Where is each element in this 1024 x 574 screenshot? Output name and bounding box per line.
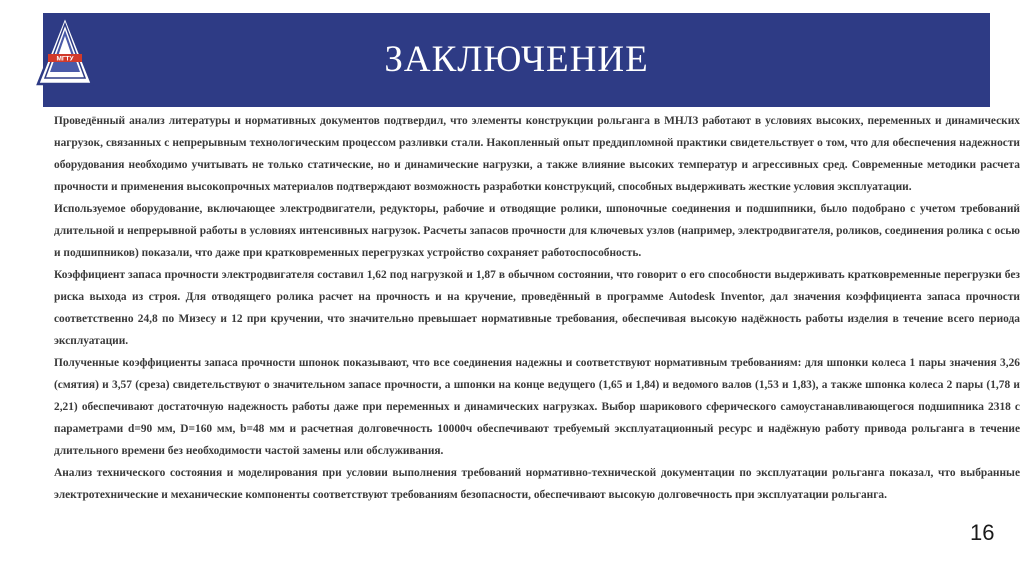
- paragraph: Используемое оборудование, включающее электродвигатели, редукторы, рабочие и отводящие ролики, шпоночные соединения и подшипники, было подобрано с учетом требований длительной и непрерывной работы в условиях интенсивных нагрузок. Расчеты запасов прочности для ключевых узлов (например, электродвигателя, роликов, соединения ролика с осью и подшипников) показали, что даже при кратковременных перегрузках устройство сохраняет работоспособность.: [54, 203, 1020, 259]
- paragraph: Проведённый анализ литературы и нормативных документов подтвердил, что элементы конструкции рольганга в МНЛЗ работают в условиях высоких, переменных и динамических нагрузок, связанных с непрерывным технологическим процессом разливки стали. Накопленный опыт преддипломной практики свидетельствует о том, что для обеспечения надежности оборудования необходимо учитывать не только статические, но и динамические нагрузки, а также влияние высоких температур и агрессивных сред. Современные методики расчета прочности и применения высокопрочных материалов подтверждают возможность разработки конструкций, способных выдерживать жесткие условия эксплуатации.: [54, 115, 1020, 193]
- page-number: 16: [970, 520, 995, 545]
- paragraph: Коэффициент запаса прочности электродвигателя составил 1,62 под нагрузкой и 1,87 в обычном состоянии, что говорит о его способности выдерживать кратковременные перегрузки без риска выхода из строя. Для отводящего ролика расчет на прочность и на кручение, проведённый в программе Autodesk Inventor, дал значения коэффициента запаса прочности соответственно 24,8 по Мизесу и 12 при кручении, что значительно превышает нормативные требования, обеспечивая высокую надёжность работы изделия в течение всего периода эксплуатации.: [54, 269, 1020, 347]
- logo-wordmark: МГТУ: [56, 55, 74, 63]
- university-logo: [36, 14, 94, 90]
- conclusion-text: [54, 110, 1020, 506]
- paragraph: Полученные коэффициенты запаса прочности шпонок показывают, что все соединения надежны и соответствуют нормативным требованиям: для шпонки колеса 1 пары значения 3,26 (смятия) и 3,57 (среза) свидетельствуют о значительном запасе прочности, а шпонки на конце ведущего (1,65 и 1,84) и ведомого валов (1,53 и 1,83), а также шпонка колеса 2 пары (1,78 и 2,21) обеспечивают достаточную надежность работы даже при переменных и динамических нагрузках. Выбор шарикового сферического самоустанавливающегося подшипника 2318 с параметрами d=90 мм, D=160 мм, b=48 мм и расчетная долговечность 10000ч обеспечивают требуемый эксплуатационный ресурс и надёжную работу привода рольганга в течение длительного времени без необходимости частой замены или обслуживания.: [54, 357, 1020, 457]
- title-banner: [43, 13, 990, 107]
- paragraph: Анализ технического состояния и моделирования при условии выполнения требований нормативно-технической документации по эксплуатации рольганга показал, что выбранные электротехнические и механические компоненты соответствуют требованиям безопасности, обеспечивают высокую долговечность при эксплуатации рольганга.: [54, 467, 1020, 501]
- slide-title: ЗАКЛЮЧЕНИЕ: [384, 39, 649, 80]
